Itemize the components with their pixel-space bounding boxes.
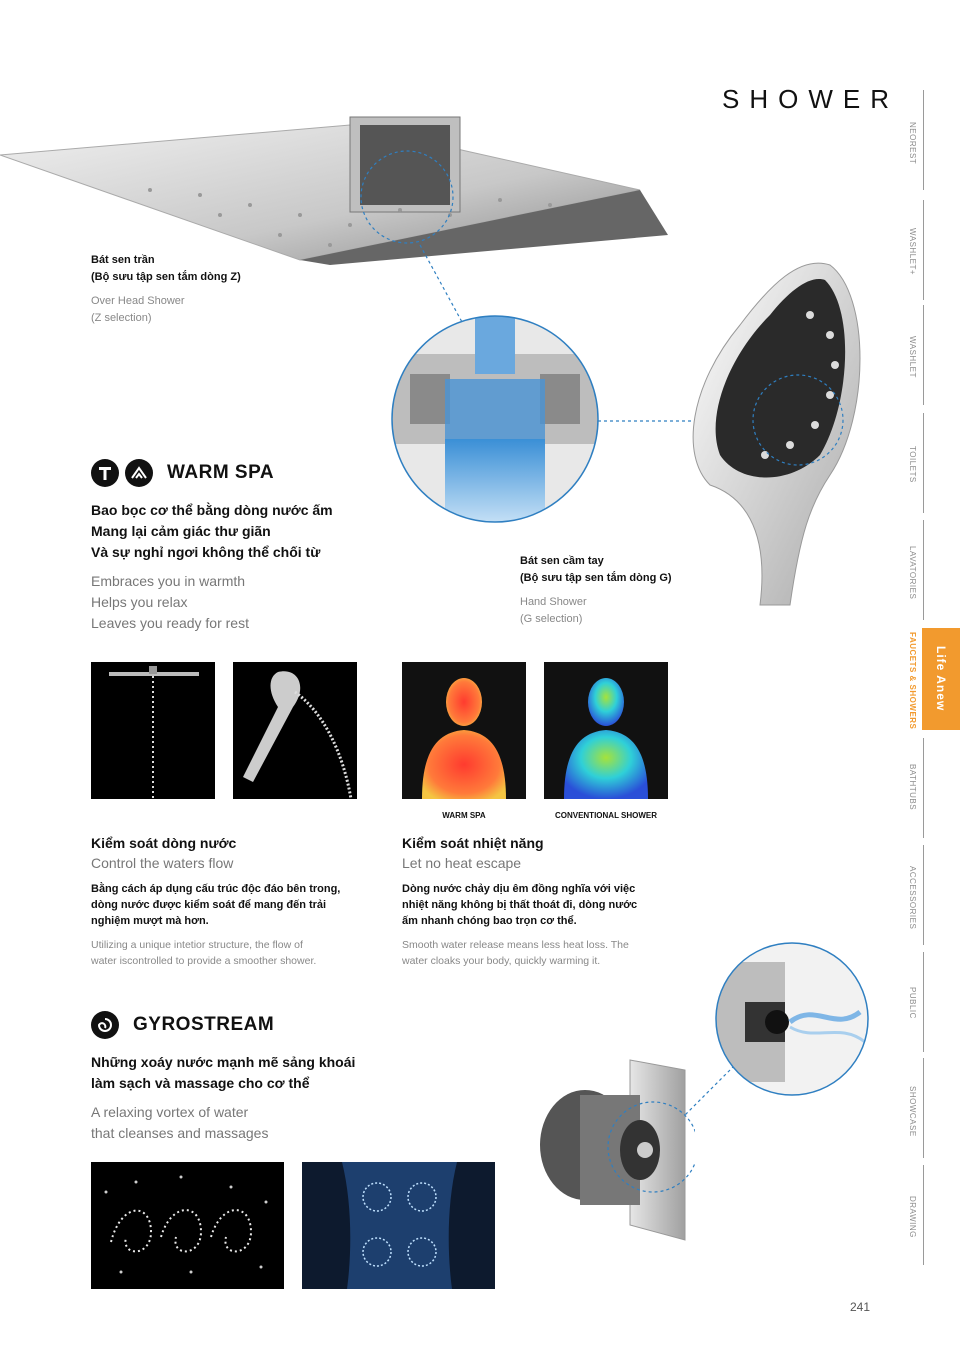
vortex-icon bbox=[91, 1011, 119, 1039]
gyrostream-valve-image bbox=[535, 1055, 695, 1255]
nav-divider bbox=[923, 305, 924, 405]
hand-shower-image bbox=[680, 255, 880, 610]
warm-spa-en-3: Leaves you ready for rest bbox=[91, 615, 249, 631]
nav-item-lavatories[interactable]: LAVATORIES bbox=[908, 546, 917, 600]
flow-detail-circle bbox=[390, 314, 600, 524]
gyrostream-vn-2: làm sạch và massage cho cơ thể bbox=[91, 1075, 310, 1091]
overhead-en-1: Over Head Shower bbox=[91, 295, 185, 307]
nav-divider bbox=[923, 845, 924, 945]
nav-item-washlet-plus[interactable]: WASHLET+ bbox=[908, 228, 917, 276]
heat-en-title: Let no heat escape bbox=[402, 855, 522, 871]
nav-item-washlet[interactable]: WASHLET bbox=[908, 336, 917, 378]
flow-section bbox=[91, 835, 381, 969]
life-anew-tab[interactable] bbox=[922, 628, 960, 730]
overhead-en-2: (Z selection) bbox=[91, 312, 152, 324]
heat-vn-3: ấm nhanh chóng bao trọn cơ thể. bbox=[402, 915, 577, 927]
vortex-water-photo bbox=[91, 1162, 284, 1289]
heat-vn-2: nhiệt năng không bị thất thoát đi, dòng nước bbox=[402, 899, 638, 911]
overhead-vn-1: Bát sen trần bbox=[91, 254, 155, 266]
conventional-thermal-label: CONVENTIONAL SHOWER bbox=[554, 811, 658, 820]
nav-item-neorest[interactable]: NEOREST bbox=[908, 122, 917, 165]
warm-spa-vn-2: Mang lại cảm giác thư giãn bbox=[91, 523, 271, 539]
nav-item-bathtubs[interactable]: BATHTUBS bbox=[908, 764, 917, 811]
back-massage-photo bbox=[302, 1162, 495, 1289]
gyrostream-en-2: that cleanses and massages bbox=[91, 1125, 269, 1141]
warm-spa-en-1: Embraces you in warmth bbox=[91, 573, 246, 589]
heat-vn-title: Kiểm soát nhiệt năng bbox=[402, 835, 544, 851]
nav-divider bbox=[923, 520, 924, 620]
warm-spa-thermal-label: WARM SPA bbox=[442, 811, 486, 820]
nav-divider bbox=[923, 952, 924, 1052]
nav-item-public[interactable]: PUBLIC bbox=[908, 987, 917, 1019]
nav-divider bbox=[923, 90, 924, 190]
nav-item-accessories[interactable]: ACCESSORIES bbox=[908, 866, 917, 930]
flow-vn-3: nghiệm mượt mà hơn. bbox=[91, 915, 209, 927]
nav-divider bbox=[923, 1165, 924, 1265]
flow-en-title: Control the waters flow bbox=[91, 855, 234, 871]
nav-divider bbox=[923, 200, 924, 300]
gyrostream-en-1: A relaxing vortex of water bbox=[91, 1104, 249, 1120]
nav-item-showcase[interactable]: SHOWCASE bbox=[908, 1086, 917, 1137]
nav-item-faucets-showers[interactable]: FAUCETS & SHOWERS bbox=[908, 632, 917, 730]
warm-spa-title: WARM SPA bbox=[167, 462, 275, 483]
page-title: SHOWER bbox=[722, 84, 899, 114]
nav-item-toilets[interactable]: TOILETS bbox=[908, 446, 917, 483]
shower-type-icon bbox=[91, 459, 119, 487]
conventional-thermal-photo bbox=[544, 662, 668, 799]
warm-spa-text bbox=[91, 500, 333, 634]
warm-spa-vn-3: Và sự nghỉ ngơi không thể chối từ bbox=[91, 544, 321, 560]
hand-en-1: Hand Shower bbox=[520, 596, 587, 608]
warm-spa-header bbox=[91, 459, 274, 487]
gyrostream-vn-1: Những xoáy nước mạnh mẽ sảng khoái bbox=[91, 1054, 356, 1070]
warm-spa-thermal-photo bbox=[402, 662, 526, 799]
gyrostream-header bbox=[91, 1011, 274, 1039]
heat-section bbox=[402, 835, 692, 969]
flow-vn-title: Kiểm soát dòng nước bbox=[91, 835, 237, 851]
gyrostream-title: GYROSTREAM bbox=[133, 1014, 275, 1035]
warm-wave-icon bbox=[125, 459, 153, 487]
overhead-flow-photo bbox=[91, 662, 215, 799]
hand-flow-photo bbox=[233, 662, 357, 799]
overhead-caption bbox=[91, 252, 241, 327]
life-anew-label: Life Anew bbox=[934, 646, 948, 712]
warm-spa-vn-1: Bao bọc cơ thể bằng dòng nước ấm bbox=[91, 502, 333, 518]
hand-caption bbox=[520, 553, 672, 628]
warm-spa-en-2: Helps you relax bbox=[91, 594, 188, 610]
nav-divider bbox=[923, 413, 924, 513]
heat-vn-1: Dòng nước chảy dịu êm đồng nghĩa với việc bbox=[402, 883, 636, 895]
flow-en-1: Utilizing a unique intetior structure, the flow of bbox=[91, 939, 303, 951]
hand-vn-2: (Bộ sưu tập sen tắm dòng G) bbox=[520, 572, 672, 584]
gyrostream-detail-circle bbox=[715, 942, 870, 1097]
hand-vn-1: Bát sen cầm tay bbox=[520, 555, 604, 567]
flow-vn-1: Bằng cách áp dụng cấu trúc độc đáo bên trong, bbox=[91, 883, 341, 895]
hand-en-2: (G selection) bbox=[520, 613, 583, 625]
heat-en-1: Smooth water release means less heat loss. The bbox=[402, 939, 629, 951]
heat-en-2: water cloaks your body, quickly warming it. bbox=[402, 955, 601, 967]
gyrostream-text bbox=[91, 1052, 355, 1144]
overhead-vn-2: (Bộ sưu tập sen tắm dòng Z) bbox=[91, 271, 241, 283]
nav-item-drawing[interactable]: DRAWING bbox=[908, 1196, 917, 1238]
page-number: 241 bbox=[850, 1300, 871, 1314]
nav-divider bbox=[923, 1058, 924, 1158]
flow-vn-2: dòng nước được kiểm soát để mang đến trải bbox=[91, 899, 327, 911]
nav-divider bbox=[923, 738, 924, 838]
flow-en-2: water iscontrolled to provide a smoother shower. bbox=[91, 955, 317, 967]
